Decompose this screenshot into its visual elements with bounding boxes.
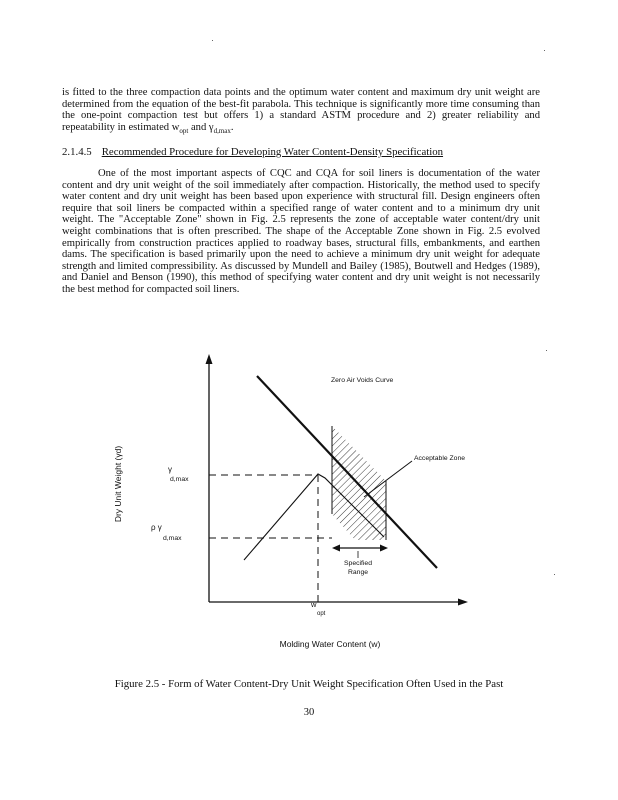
page-number: 30 [303, 707, 315, 718]
section-title: Recommended Procedure for Developing Water Content-Density Specification [101, 146, 444, 158]
paragraph-1-text: is fitted to the three compaction data points and the optimum water content and maximum dry unit weight are determined from the equation of the best-fit parabola. This technique is significantly more time consuming than the one-point compaction test but offers 1) a standard ASTM procedure and 2) greater reliability and repeatability in estimated w [62, 87, 540, 133]
specified-range-label-2: Range [347, 569, 369, 576]
w-opt-sub: opt [317, 611, 326, 617]
gamma-dmax-sub: d,max [170, 476, 189, 483]
gamma-dmax-symbol: γ [168, 465, 172, 474]
w-opt-subscript: opt [179, 126, 189, 135]
specified-range-arrowhead-right [380, 545, 388, 552]
paragraph-1-end: . [230, 121, 234, 133]
w-opt-symbol: w [311, 600, 317, 609]
acceptable-zone-label: Acceptable Zone [414, 455, 466, 462]
gamma-symbol: γ [208, 121, 214, 133]
zero-air-voids-line [257, 376, 437, 568]
scan-speck [544, 50, 545, 51]
x-axis-label: Molding Water Content (w) [279, 639, 381, 649]
zero-air-voids-label: Zero Air Voids Curve [331, 377, 394, 384]
scan-speck [554, 574, 555, 575]
gamma-dmax-subscript: d,max [213, 126, 231, 135]
scan-speck [212, 40, 213, 41]
acceptable-zone-region [332, 426, 386, 540]
section-number: 2.1.4.5 [62, 146, 92, 158]
paragraph-2: One of the most important aspects of CQC and CQA for soil liners is documentation of the water content and dry unit weight of the soil immediately after compaction. Historically, the method used to specify water content and dry unit weight has been based upon experience with structural fill. Design engineers often require that soil liners be compacted within a specified range of water content and to a minimum dry unit weight. The "Acceptable Zone" shown in Fig. 2.5 represents the zone of acceptable water content/dry unit weight combinations that is often prescribed. The shape of the Acceptable Zone shown in Fig. 2.5 evolved empirically from construction practices applied to roadway bases, structural fills, embankments, and earthen dams. The specification is based primarily upon the need to achieve a minimum dry unit weight for adequate strength and limited compressibility. As discussed by Mundell and Bailey (1985), Boutwell and Hedges (1989), and Daniel and Benson (1990), this method of specifying water content and dry unit weight is not necessarily the best method for compacted soil liners. [62, 168, 540, 295]
y-axis-label: Dry Unit Weight (γd) [113, 445, 123, 523]
scan-speck [546, 350, 547, 351]
y-axis-arrow [206, 354, 213, 364]
rho-gamma-symbol: ρ γ [151, 523, 162, 532]
paragraph-1-and: and [188, 121, 209, 133]
specified-range-arrowhead-left [332, 545, 340, 552]
specified-range-label-1: Specified [344, 560, 372, 567]
x-axis-arrow [458, 599, 468, 606]
rho-gamma-sub: d,max [163, 535, 182, 542]
figure-caption: Figure 2.5 - Form of Water Content-Dry Unit Weight Specification Often Used in the Past [114, 678, 504, 690]
